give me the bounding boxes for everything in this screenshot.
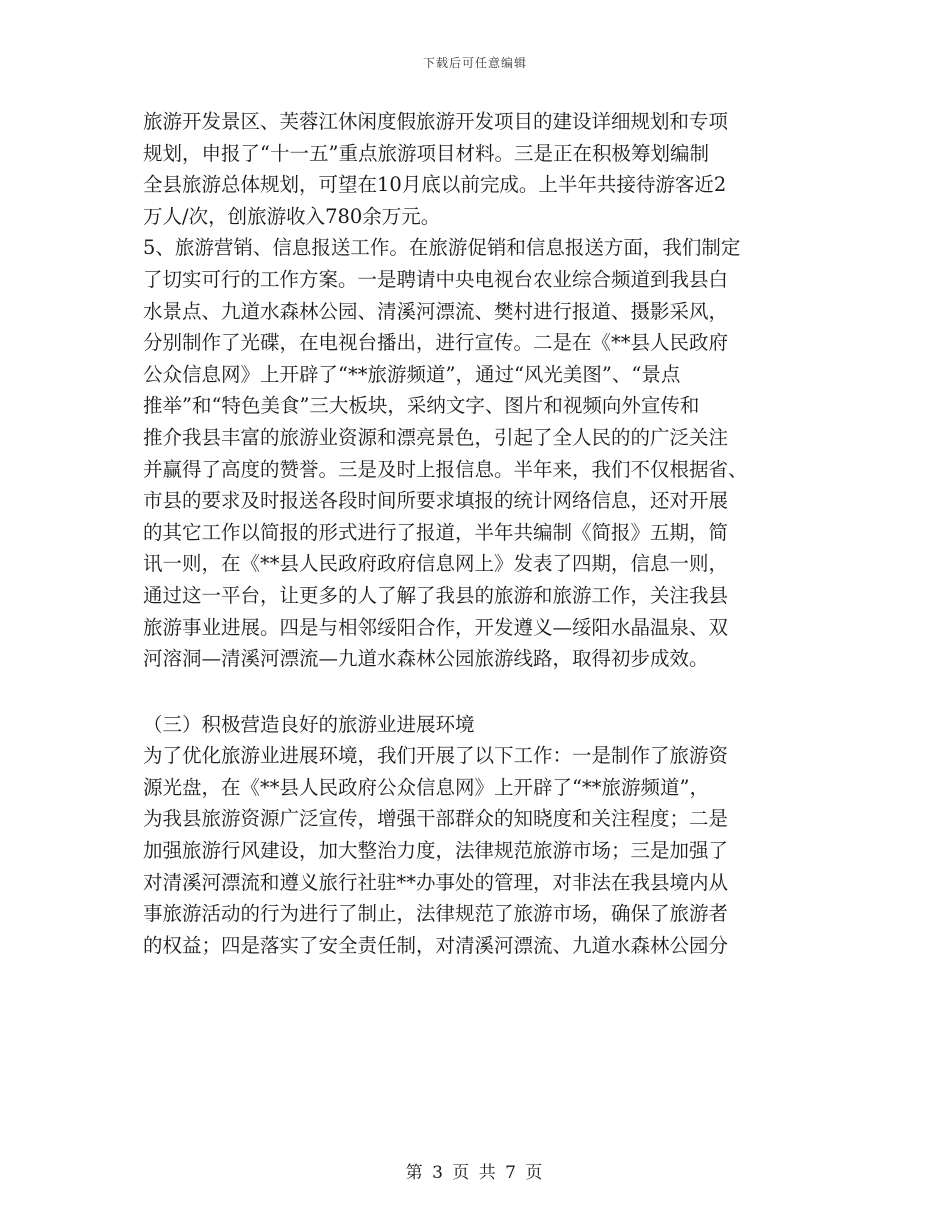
text-line: 讯一则，在《**县人民政府政府信息网上》发表了四期，信息一则， [143, 552, 729, 576]
paragraph-block-1 [143, 106, 823, 675]
text-line: 并赢得了高度的赞誉。三是及时上报信息。半年来，我们不仅根据省、 [143, 457, 748, 481]
text-line: 分别制作了光碟，在电视台播出，进行宣传。二是在《**县人民政府 [143, 331, 729, 355]
text-line: 对清溪河漂流和遵义旅行社驻**办事处的管理，对非法在我县境内从 [143, 870, 729, 894]
text-line: 旅游开发景区、芙蓉江休闲度假旅游开发项目的建设详细规划和专项 [143, 110, 729, 133]
text-line: 推举”和“特色美食”三大板块，采纳文字、图片和视频向外宣传和 [143, 394, 700, 418]
document-body [143, 106, 823, 961]
text-line: 河溶洞—清溪河漂流—九道水森林公园旅游线路，取得初步成效。 [143, 647, 709, 671]
text-line: 旅游事业进展。四是与相邻绥阳合作，开发遵义—绥阳水晶温泉、双 [143, 615, 729, 639]
text-line: 规划，申报了“十一五”重点旅游项目材料。三是正在积极筹划编制 [143, 141, 709, 165]
text-line: 万人/次，创旅游收入780余万元。 [143, 204, 441, 228]
text-line: 为了优化旅游业进展环境，我们开展了以下工作：一是制作了旅游资 [143, 744, 729, 768]
page-header: 下载后可任意编辑 [422, 56, 527, 70]
text-line: 加强旅游行风建设，加大整治力度，法律规范旅游市场；三是加强了 [143, 839, 729, 863]
text-line: 源光盘，在《**县人民政府公众信息网》上开辟了“**旅游频道”， [143, 775, 709, 799]
text-line: 的权益；四是落实了安全责任制，对清溪河漂流、九道水森林公园分 [143, 933, 729, 957]
text-line: 事旅游活动的行为进行了制止，法律规范了旅游市场，确保了旅游者 [143, 902, 729, 926]
text-line: 为我县旅游资源广泛宣传，增强干部群众的知晓度和关注程度；二是 [143, 807, 729, 831]
text-line: 了切实可行的工作方案。一是聘请中央电视台农业综合频道到我县白 [143, 267, 729, 291]
text-line: 通过这一平台，让更多的人了解了我县的旅游和旅游工作，关注我县 [143, 583, 729, 607]
text-line: 市县的要求及时报送各段时间所要求填报的统计网络信息，还对开展 [143, 489, 729, 513]
text-line: 水景点、九道水森林公园、清溪河漂流、樊村进行报道、摄影采风， [143, 299, 729, 323]
text-line: 全县旅游总体规划，可望在10月底以前完成。上半年共接待游客近2 [143, 173, 727, 197]
text-line: 推介我县丰富的旅游业资源和漂亮景色，引起了全人民的的广泛关注 [143, 425, 729, 449]
section-heading: （三）积极营造良好的旅游业进展环境 [143, 712, 475, 736]
page-number: 第 3 页 共 7 页 [405, 1163, 545, 1183]
text-line: 的其它工作以简报的形式进行了报道，半年共编制《简报》五期，简 [143, 520, 729, 544]
paragraph-gap [143, 675, 823, 709]
text-line: 5、旅游营销、信息报送工作。在旅游促销和信息报送方面，我们制定 [143, 236, 741, 260]
paragraph-block-2 [143, 709, 823, 962]
text-line: 公众信息网》上开辟了“**旅游频道”，通过“风光美图”、“景点 [143, 362, 681, 386]
